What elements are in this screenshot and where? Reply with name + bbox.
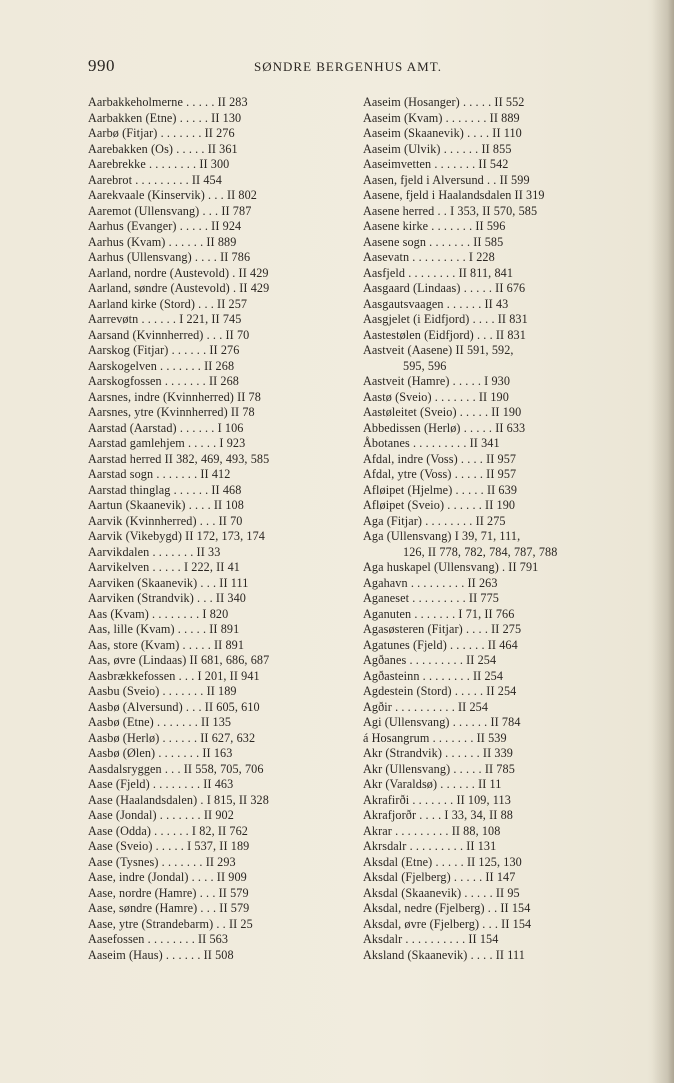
index-entry: Aarebrekke . . . . . . . . II 300 xyxy=(88,157,230,171)
index-entry: Aasfjeld . . . . . . . . II 811, 841 xyxy=(363,265,514,280)
index-entry: Aasbø (Herlø) . . . . . . II 627, 632 xyxy=(88,730,256,745)
index-entry: Aarstad sogn . . . . . . . II 412 xyxy=(88,467,231,481)
index-entry: Agi (Ullensvang) . . . . . . II 784 xyxy=(363,715,521,729)
index-entry: Abbedissen (Herlø) . . . . . II 633 xyxy=(363,420,526,435)
index-entry: Akr (Ullensvang) . . . . . II 785 xyxy=(363,761,515,776)
index-entry: Aas, store (Kvam) . . . . . II 891 xyxy=(88,637,245,652)
index-entry: Aasdalsryggen . . . II 558, 705, 706 xyxy=(88,761,264,776)
index-entry: Akrafirði . . . . . . . II 109, 113 xyxy=(363,792,511,807)
index-entry: Aaseim (Haus) . . . . . . II 508 xyxy=(88,947,234,962)
index-entry: Aarebakken (Os) . . . . . II 361 xyxy=(88,141,238,156)
index-entry: Aase (Tysnes) . . . . . . . II 293 xyxy=(88,854,236,869)
index-entry: Aasgjelet (i Eidfjord) . . . . II 831 xyxy=(363,312,528,326)
index-entry: Aaseim (Kvam) . . . . . . . II 889 xyxy=(363,110,520,125)
index-entry: Aksland (Skaanevik) . . . . II 111 xyxy=(363,947,525,962)
index-entry: Aastveit (Hamre) . . . . . I 930 xyxy=(363,374,511,388)
index-entry: Aasefossen . . . . . . . . II 563 xyxy=(88,932,229,946)
index-entry: Aarskog (Fitjar) . . . . . . II 276 xyxy=(88,343,240,357)
page-number: 990 xyxy=(88,56,115,75)
index-entry: Aarskogfossen . . . . . . . II 268 xyxy=(88,374,239,388)
index-entry: Agatunes (Fjeld) . . . . . . II 464 xyxy=(363,637,518,652)
index-entry: Aasgaard (Lindaas) . . . . . II 676 xyxy=(363,281,526,295)
index-entry: Aasbrækkefossen . . . I 201, II 941 xyxy=(88,668,260,683)
index-entry: Aasbø (Etne) . . . . . . . II 135 xyxy=(88,715,232,729)
index-entry: Aarsnes, ytre (Kvinnherred) II 78 xyxy=(88,405,255,419)
index-entry: Aarstad (Aarstad) . . . . . . I 106 xyxy=(88,420,244,435)
index-entry: Akrar . . . . . . . . . II 88, 108 xyxy=(363,823,501,838)
index-entry: Aarsand (Kvinnherred) . . . II 70 xyxy=(88,327,250,342)
index-entry: Aartun (Skaanevik) . . . . II 108 xyxy=(88,498,244,512)
index-entry: Afløipet (Sveio) . . . . . . II 190 xyxy=(363,498,516,512)
index-entry: Aastøleitet (Sveio) . . . . . II 190 xyxy=(363,405,522,419)
index-entry: Afløipet (Hjelme) . . . . . II 639 xyxy=(363,482,518,497)
index-entry: Aase, indre (Jondal) . . . . II 909 xyxy=(88,870,247,884)
index-entry: Aga (Fitjar) . . . . . . . . II 275 xyxy=(363,513,506,528)
index-entry: Aarhus (Evanger) . . . . . II 924 xyxy=(88,219,242,233)
index-entry: Aas (Kvam) . . . . . . . . I 820 xyxy=(88,606,229,621)
index-entry: Aaseim (Ulvik) . . . . . . II 855 xyxy=(363,141,512,156)
index-entry: Agðasteinn . . . . . . . . II 254 xyxy=(363,668,504,683)
index-entry: Agdestein (Stord) . . . . . II 254 xyxy=(363,684,517,698)
index-entry: Aasene herred . . I 353, II 570, 585 xyxy=(363,203,538,218)
index-entry: Aaseim (Skaanevik) . . . . II 110 xyxy=(363,126,522,140)
page-header xyxy=(88,56,608,80)
index-entry: Aaremot (Ullensvang) . . . II 787 xyxy=(88,203,252,218)
index-entry: Aastestølen (Eidfjord) . . . II 831 xyxy=(363,327,526,342)
index-entry: Aarrevøtn . . . . . . I 221, II 745 xyxy=(88,312,242,326)
index-entry: Aarbakken (Etne) . . . . . II 130 xyxy=(88,110,242,125)
index-entry: Aas, øvre (Lindaas) II 681, 686, 687 xyxy=(88,653,270,667)
index-entry: Akr (Strandvik) . . . . . . II 339 xyxy=(363,746,513,760)
index-entry: Aase (Fjeld) . . . . . . . . II 463 xyxy=(88,777,234,791)
index-entry: Aganeset . . . . . . . . . II 775 xyxy=(363,591,499,605)
index-entry: Afdal, ytre (Voss) . . . . . II 957 xyxy=(363,467,517,481)
index-entry: Aaseimvetten . . . . . . . II 542 xyxy=(363,157,509,171)
index-entry: Agðanes . . . . . . . . . II 254 xyxy=(363,653,497,667)
index-entry: Aksdal (Skaanevik) . . . . . II 95 xyxy=(363,885,520,900)
index-entry: Aarland, søndre (Austevold) . II 429 xyxy=(88,281,270,295)
index-entry: Aksdal, nedre (Fjelberg) . . II 154 xyxy=(363,901,531,915)
index-entry: Aarstad gamlehjem . . . . . I 923 xyxy=(88,436,246,450)
index-entry: Åbotanes . . . . . . . . . II 341 xyxy=(363,436,500,450)
index-entry: Aarvikdalen . . . . . . . II 33 xyxy=(88,544,221,559)
index-entry: Akr (Varaldsø) . . . . . . II 11 xyxy=(363,777,502,791)
index-entry: Agasøsteren (Fitjar) . . . . II 275 xyxy=(363,622,522,636)
index-entry: Aasene, fjeld i Haalandsdalen II 319 xyxy=(363,188,545,202)
index-entry: Aarhus (Kvam) . . . . . . II 889 xyxy=(88,234,237,249)
index-entry: Agahavn . . . . . . . . . II 263 xyxy=(363,575,498,590)
index-column-left xyxy=(88,95,345,963)
index-entry: Akrsdalr . . . . . . . . . II 131 xyxy=(363,839,497,853)
index-entry: Aga (Ullensvang) I 39, 71, 111, xyxy=(363,529,521,543)
index-entry: Aarbø (Fitjar) . . . . . . . II 276 xyxy=(88,126,235,140)
index-entry: Aasgautsvaagen . . . . . . II 43 xyxy=(363,296,509,311)
index-column-right xyxy=(363,95,620,963)
index-entry: Aarebrot . . . . . . . . . II 454 xyxy=(88,172,222,187)
index-entry: Aarstad thinglag . . . . . . II 468 xyxy=(88,482,242,497)
index-entry: Aas, lille (Kvam) . . . . . II 891 xyxy=(88,622,240,636)
index-entry: Aase (Odda) . . . . . . I 82, II 762 xyxy=(88,823,248,838)
index-entry: Agðir . . . . . . . . . . II 254 xyxy=(363,699,489,714)
index-entry: Aase (Jondal) . . . . . . . II 902 xyxy=(88,808,234,822)
index-entry: Aarskogelven . . . . . . . II 268 xyxy=(88,358,235,373)
index-entry: Aasbø (Alversund) . . . II 605, 610 xyxy=(88,699,260,714)
index-entry: Aarland kirke (Stord) . . . II 257 xyxy=(88,296,248,311)
running-title: SØNDRE BERGENHUS AMT. xyxy=(254,59,442,74)
index-entry: Aarviken (Strandvik) . . . II 340 xyxy=(88,591,246,605)
index-entry: 595, 596 xyxy=(403,358,447,373)
index-entry: Afdal, indre (Voss) . . . . II 957 xyxy=(363,451,517,466)
index-entry: Aasene kirke . . . . . . . II 596 xyxy=(363,219,506,233)
index-entry: Aase, nordre (Hamre) . . . II 579 xyxy=(88,885,249,900)
index-entry: Aarviken (Skaanevik) . . . II 111 xyxy=(88,575,249,590)
index-entry: Akrafjorðr . . . . I 33, 34, II 88 xyxy=(363,808,513,822)
index-entry: Aaseim (Hosanger) . . . . . II 552 xyxy=(363,95,525,109)
index-entry: 126, II 778, 782, 784, 787, 788 xyxy=(403,544,558,559)
index-entry: Aase, ytre (Strandebarm) . . II 25 xyxy=(88,916,253,931)
index-entry: Aksdal (Fjelberg) . . . . . II 147 xyxy=(363,870,516,884)
index-entry: Aarstad herred II 382, 469, 493, 585 xyxy=(88,451,270,466)
index-entry: Aase, søndre (Hamre) . . . II 579 xyxy=(88,901,250,915)
index-entry: Aarvikelven . . . . . I 222, II 41 xyxy=(88,560,240,574)
index-entry: Aga huskapel (Ullensvang) . II 791 xyxy=(363,560,539,574)
index-entry: Aasbø (Ølen) . . . . . . . II 163 xyxy=(88,746,233,760)
index-entry: Aksdal, øvre (Fjelberg) . . . II 154 xyxy=(363,916,532,931)
index-entry: Aasen, fjeld i Alversund . . II 599 xyxy=(363,172,530,187)
index-entry: Aksdal (Etne) . . . . . II 125, 130 xyxy=(363,854,522,869)
index-entry: Aarhus (Ullensvang) . . . . II 786 xyxy=(88,250,251,264)
index-entry: Aarvik (Kvinnherred) . . . II 70 xyxy=(88,513,243,528)
index-entry: Aganuten . . . . . . . I 71, II 766 xyxy=(363,606,515,621)
page-edge-shadow xyxy=(652,0,674,1083)
index-entry: Aarland, nordre (Austevold) . II 429 xyxy=(88,265,269,280)
index-entry: Aasevatn . . . . . . . . . I 228 xyxy=(363,250,495,264)
index-entry: Aastø (Sveio) . . . . . . . II 190 xyxy=(363,389,509,404)
index-entry: á Hosangrum . . . . . . . II 539 xyxy=(363,730,507,745)
index-entry: Aarekvaale (Kinservik) . . . II 802 xyxy=(88,188,257,202)
index-entry: Aasbu (Sveio) . . . . . . . II 189 xyxy=(88,684,237,698)
index-entry: Aarbakkeholmerne . . . . . II 283 xyxy=(88,95,248,109)
index-entry: Aksdalr . . . . . . . . . . II 154 xyxy=(363,932,499,946)
index-entry: Aarsnes, indre (Kvinnherred) II 78 xyxy=(88,389,261,404)
index-entry: Aasene sogn . . . . . . . II 585 xyxy=(363,234,504,249)
index-entry: Aastveit (Aasene) II 591, 592, xyxy=(363,343,514,357)
index-entry: Aase (Haalandsdalen) . I 815, II 328 xyxy=(88,792,269,807)
index-entry: Aase (Sveio) . . . . . I 537, II 189 xyxy=(88,839,250,853)
index-entry: Aarvik (Vikebygd) II 172, 173, 174 xyxy=(88,529,265,543)
